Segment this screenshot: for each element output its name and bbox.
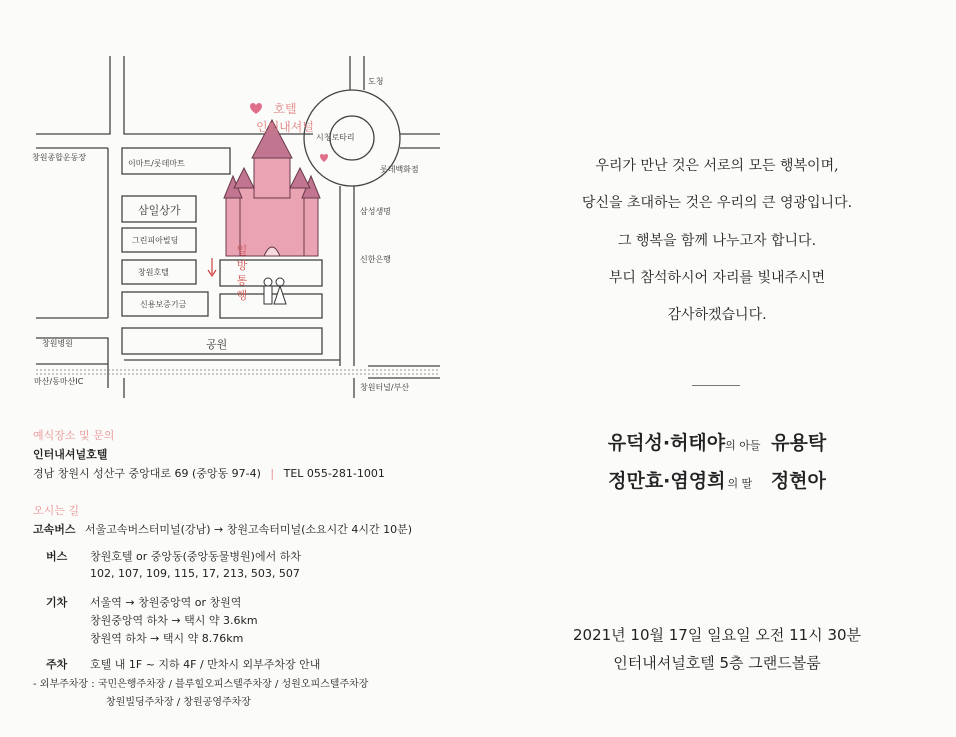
label-credit-guarantee: 신용보증기금 [140, 300, 187, 309]
event-datetime: 2021년 10월 17일 일요일 오전 11시 30분 [572, 626, 862, 644]
parking-label: 주차 [46, 658, 68, 671]
label-park: 공원 [206, 338, 228, 351]
label-emart: 이마트/롯데마트 [128, 159, 185, 168]
label-one-way: 일 방 통 행 [236, 244, 248, 302]
event-place: 인터내셔널호텔 5층 그랜드볼룸 [613, 654, 821, 672]
message-line5: 감사하겠습니다. [667, 307, 767, 323]
directions-section-title: 오시는 길 [33, 504, 80, 517]
label-city-hall-rotary: 시청로타리 [316, 133, 355, 142]
label-samil-shopping: 삼일상가 [138, 204, 181, 217]
bride-parents: 정만효·염영희 [608, 470, 726, 492]
separator-line [692, 385, 740, 386]
groom-relation: 의 아들 [725, 439, 761, 452]
label-changwon-tunnel: 창원터널/부산 [360, 383, 410, 392]
right-panel [478, 0, 956, 737]
label-lotte-department: 롯데백화점 [380, 165, 419, 174]
express-bus-row [33, 521, 412, 537]
label-doche: 도청 [368, 77, 384, 86]
label-masan-ic: 마산/동마산IC [34, 377, 84, 386]
venue-section-title: 예식장소 및 문의 [33, 429, 115, 442]
outside-parking-line1: - 외부주차장 : 국민은행주차장 / 블루힐오피스텔주차장 / 성원오피스텔주차장 [33, 679, 369, 690]
groom-name: 유용탁 [771, 432, 827, 454]
map-hotel-name [256, 100, 314, 136]
train-line2: 창원중앙역 하차 → 택시 약 3.6km [90, 614, 258, 627]
map-drawing [28, 48, 448, 408]
message-line1: 우리가 만난 것은 서로의 모든 행복이며, [595, 158, 839, 174]
bus-line1: 창원호텔 or 중앙동(중앙동물병원)에서 하차 [90, 550, 301, 563]
groom-line [478, 428, 956, 455]
bride-name: 정현아 [770, 470, 826, 492]
express-bus-label: 고속버스 [33, 523, 76, 536]
outside-parking-line2: 창원빌딩주차장 / 창원공영주차장 [106, 697, 251, 708]
venue-address-line [33, 465, 385, 481]
express-bus-text: 서울고속버스터미널(강남) → 창원고속터미널(소요시간 4시간 10분) [85, 523, 413, 536]
label-samsung-life: 삼성생명 [360, 207, 391, 216]
label-changwon-hotel: 창원호텔 [138, 268, 169, 277]
map-hotel-name-line2: 인터내셔널 [256, 120, 314, 134]
message-line4: 부디 참석하시어 자리를 빛내주시면 [608, 270, 826, 286]
map-hotel-name-line1: 호텔 [273, 102, 297, 116]
message-line3: 그 행복을 함께 나누고자 합니다. [617, 233, 817, 249]
parking-text: 호텔 내 1F ~ 지하 4F / 만차시 외부주차장 안내 [90, 658, 321, 671]
label-shinhan-bank: 신한은행 [360, 255, 391, 264]
groom-parents: 유덕성·허태야 [607, 432, 726, 454]
label-changwon-hospital: 창원병원 [42, 339, 73, 348]
train-line1: 서울역 → 창원중앙역 or 창원역 [90, 596, 242, 609]
bride-line [478, 466, 956, 493]
venue-address: 경남 창원시 성산구 중앙대로 69 (중앙동 97-4) [33, 467, 261, 480]
venue-divider: | [270, 467, 275, 480]
venue-tel[interactable]: TEL 055-281-1001 [283, 467, 385, 480]
train-label: 기차 [46, 596, 68, 609]
label-green-building: 그린피아빌딩 [132, 236, 179, 245]
bus-line2: 102, 107, 109, 115, 17, 213, 503, 507 [90, 567, 300, 580]
bride-relation: 의 딸 [727, 477, 753, 490]
train-line3: 창원역 하차 → 택시 약 8.76km [90, 632, 244, 645]
location-map [28, 48, 448, 408]
message-line2: 당신을 초대하는 것은 우리의 큰 영광입니다. [581, 195, 853, 211]
bus-label: 버스 [46, 550, 68, 563]
label-changwon-sports: 창원종합운동장 [32, 153, 87, 162]
venue-name: 인터내셔널호텔 [33, 448, 108, 461]
